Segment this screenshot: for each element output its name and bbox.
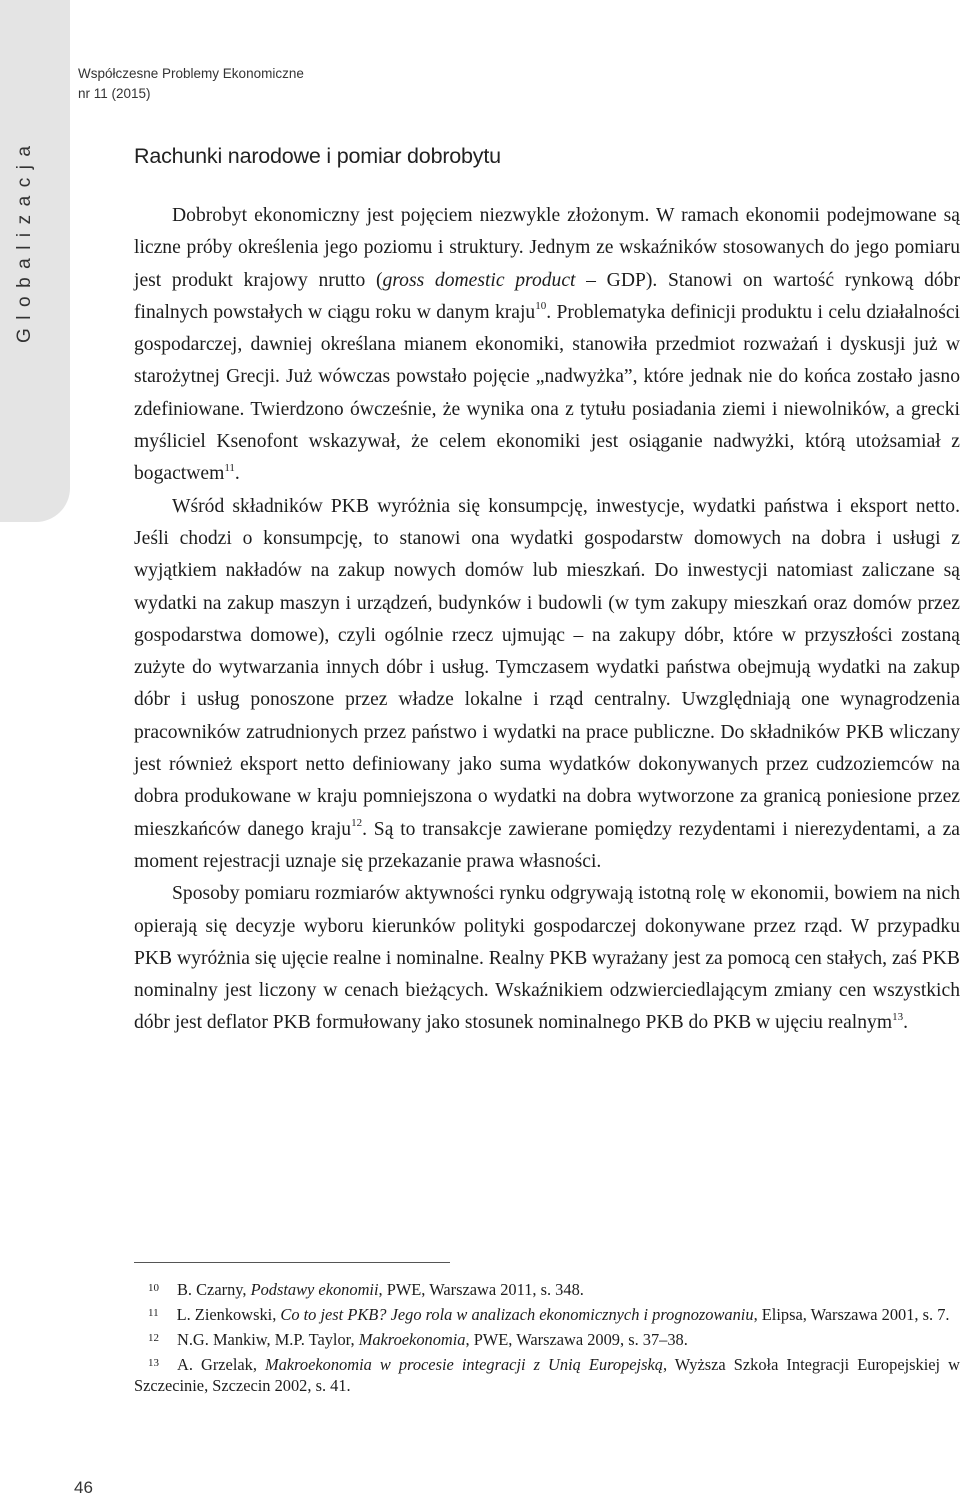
footnote <box>134 1278 960 1300</box>
footnote-details: , Wyższa Szkoła Integracji Europejskiej w Szczecinie, Szczecin 2002, s. 41. <box>134 1355 960 1395</box>
footnote-title: Makroekonomia <box>358 1330 466 1349</box>
footnote-number: 13 <box>148 1357 159 1369</box>
footnote <box>134 1328 960 1350</box>
footnote-title: Co to jest PKB? Jego rola w analizach ekonomicznych i prognozowaniu <box>280 1305 754 1324</box>
section-title: Rachunki narodowe i pomiar dobrobytu <box>134 144 501 168</box>
footnote-ref[interactable]: 12 <box>351 817 363 830</box>
body-text <box>134 200 960 1040</box>
footnote-separator <box>134 1262 450 1263</box>
running-header <box>78 64 304 104</box>
footnote-author: B. Czarny, <box>177 1280 251 1299</box>
page-number: 46 <box>74 1478 93 1497</box>
footnote-ref[interactable]: 11 <box>224 461 235 474</box>
footnote <box>134 1353 960 1396</box>
paragraph <box>134 491 960 879</box>
footnote-number: 11 <box>148 1307 159 1319</box>
footnote-author: A. Grzelak, <box>177 1355 266 1374</box>
text-run: GDP). Stanowi on wartość rynkową dóbr finalnych powstałych w ciągu roku w danym kraju <box>134 269 960 323</box>
journal-issue: nr 11 (2015) <box>78 86 151 101</box>
footnote-ref[interactable]: 10 <box>535 300 547 313</box>
footnote-details: , PWE, Warszawa 2011, s. 348. <box>378 1280 584 1299</box>
footnote-details: , PWE, Warszawa 2009, s. 37–38. <box>465 1330 688 1349</box>
text-run: . <box>234 463 240 485</box>
footnote-author: N.G. Mankiw, M.P. Taylor, <box>177 1330 359 1349</box>
footnote-number: 12 <box>148 1332 159 1344</box>
footnote <box>134 1303 960 1325</box>
footnote-title: Podstawy ekonomii <box>250 1280 379 1299</box>
footnote-number: 10 <box>148 1282 159 1294</box>
text-run: . Są to transakcje zawierane pomiędzy rezydentami i nierezydentami, a za moment rejestracji uznaje się przekazanie prawa własności. <box>134 818 960 872</box>
text-run: . Problematyka definicji produktu i celu działalności gospodarczej, dawniej określana mianem ekonomiki, stanowiła przedmiot rozważań i dyskusji już w starożytnej Grecji. Już wówczas powstało pojęcie „nadwyżka”, które jednak nie do końca zostało jasno zdefiniowane. Twierdzono ówcześnie, że wynika ona z tytułu posiadania ziemi i niewolników, a grecki myśliciel Ksenofont wskazywał, że celem ekonomiki jest osiąganie nadwyżki, którą utożsamiał z bogactwem <box>134 301 960 485</box>
paragraph <box>134 200 960 491</box>
paragraph <box>134 878 960 1039</box>
italic-term: gross domestic product – <box>382 269 596 291</box>
footnote-details: , Elipsa, Warszawa 2001, s. 7. <box>753 1305 950 1324</box>
text-run: Dobrobyt ekonomiczny jest pojęciem niezwykle złożonym. W ramach ekonomii podejmowane są liczne próby określenia jego poziomu i struktury. Jednym ze wskaźników stosowanych do jego pomiaru jest produkt krajowy nrutto ( <box>134 205 960 291</box>
side-tab-label: Globalizacja <box>14 137 35 343</box>
journal-name: Współczesne Problemy Ekonomiczne <box>78 66 304 81</box>
footnote-title: Makroekonomia w procesie integracji z Unią Europejską <box>265 1355 663 1374</box>
section-side-tab <box>0 0 70 522</box>
text-run: Wśród składników PKB wyróżnia się konsumpcję, inwestycje, wydatki państwa i eksport netto. Jeśli chodzi o konsumpcję, to stanowi ona wydatki gospodarstw domowych na dobra i usługi z wyjątkiem nakładów na zakup nowych domów lub mieszkań. Do inwestycji natomiast zaliczane są wydatki na zakup maszyn i urządzeń, budynków i budowli (w tym zakupy mieszkań oraz domów przez gospodarstwa domowe), czyli ogólnie rzecz ujmując – na zakupy dóbr, które w przyszłości zostaną zużyte do wytwarzania innych dóbr i usług. Tymczasem wydatki państwa obejmują wydatki na zakup dóbr i usług ponoszone przez władze lokalne i rząd centralny. Uwzględniają one wynagrodzenia pracowników zatrudnionych przez państwo i wydatki na prace publiczne. Do składników PKB wliczany jest również eksport netto definiowany jako suma wydatków dokonywanych przez cudzoziemców na dobra produkowane w kraju pomniejszona o wydatki na dobra wytworzone za granicą poniesione przez mieszkańców danego kraju <box>134 495 960 840</box>
footnotes <box>134 1278 960 1399</box>
text-run: Sposoby pomiaru rozmiarów aktywności rynku odgrywają istotną rolę w ekonomii, bowiem na nich opierają się decyzje wyboru kierunków polityki gospodarczej dokonywane przez rząd. W przypadku PKB wyróżnia się ujęcie realne i nominalne. Realny PKB wyrażany jest za pomocą cen stałych, zaś PKB nominalny jest liczony w cenach bieżących. Wskaźnikiem odzwierciedlającym zmiany cen wszystkich dóbr jest deflator PKB formułowany jako stosunek nominalnego PKB do PKB w ujęciu realnym <box>134 883 960 1034</box>
footnote-author: L. Zienkowski, <box>176 1305 281 1324</box>
footnote-ref[interactable]: 13 <box>892 1010 904 1023</box>
text-run: . <box>903 1012 908 1034</box>
